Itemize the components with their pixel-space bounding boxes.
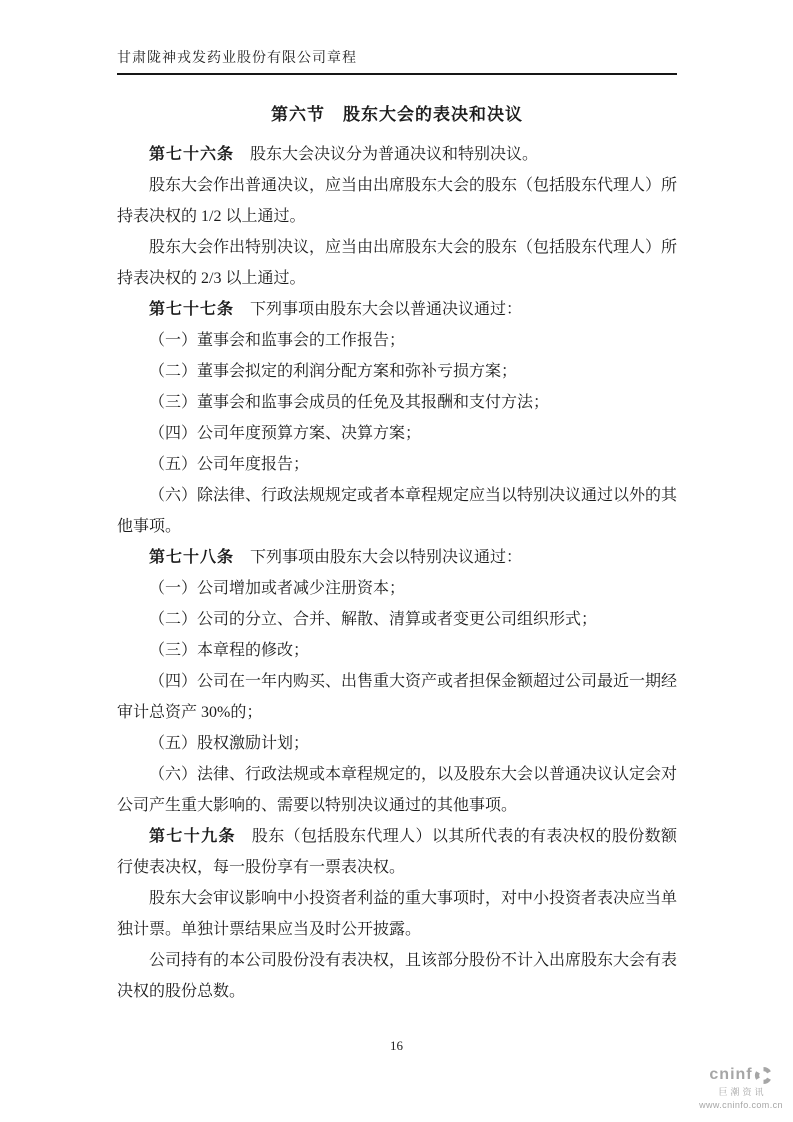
cninfo-chinese-name: 巨潮资讯 [718, 1087, 767, 1097]
list-item [117, 325, 677, 356]
paragraph [117, 232, 677, 294]
list-item [117, 480, 677, 542]
paragraph-text: （二）董事会拟定的利润分配方案和弥补亏损方案； [149, 363, 518, 380]
paragraph-text: （四）公司年度预算方案、决算方案； [149, 425, 422, 442]
paragraph-text: 股东大会决议分为普通决议和特别决议。 [250, 146, 539, 163]
paragraph [117, 945, 677, 1007]
paragraph-text: （一）公司增加或者减少注册资本； [149, 580, 406, 597]
paragraph [117, 542, 677, 573]
paragraph-text: （六）除法律、行政法规规定或者本章程规定应当以特别决议通过以外的其他事项。 [117, 487, 678, 535]
paragraph-text: （五）公司年度报告； [149, 456, 310, 473]
paragraph-text: （二）公司的分立、合并、解散、清算或者变更公司组织形式； [149, 611, 598, 628]
paragraph-text: （三）董事会和监事会成员的任免及其报酬和支付方法； [149, 394, 550, 411]
list-item [117, 573, 677, 604]
list-item [117, 604, 677, 635]
article-number: 第七十九条 [149, 828, 236, 845]
paragraph-text: （六）法律、行政法规或本章程规定的，以及股东大会以普通决议认定会对公司产生重大影响的、需要以特别决议通过的其他事项。 [117, 766, 678, 814]
list-item [117, 387, 677, 418]
article-number: 第七十八条 [149, 549, 235, 566]
running-header: 甘肃陇神戎发药业股份有限公司章程 [117, 47, 677, 75]
paragraph-text: 下列事项由股东大会以普通决议通过： [250, 301, 523, 318]
paragraph-text: 公司持有的本公司股份没有表决权，且该部分股份不计入出席股东大会有表决权的股份总数。 [117, 952, 678, 1000]
cninfo-logo [693, 1066, 789, 1110]
article-number: 第七十六条 [149, 146, 235, 163]
document-body [117, 139, 677, 1007]
list-item [117, 449, 677, 480]
paragraph-text: 股东大会作出特别决议，应当由出席股东大会的股东（包括股东代理人）所持表决权的 2/3 以上通过。 [117, 239, 678, 287]
paragraph-text: （四）公司在一年内购买、出售重大资产或者担保金额超过公司最近一期经审计总资产 30%的； [117, 673, 678, 721]
cninfo-brand-text: cninf [709, 1066, 753, 1083]
cninfo-url: www.cninfo.com.cn [699, 1100, 783, 1110]
list-item [117, 418, 677, 449]
list-item [117, 635, 677, 666]
article-number: 第七十七条 [149, 301, 235, 318]
paragraph [117, 139, 677, 170]
list-item [117, 759, 677, 821]
paragraph-text: 股东（包括股东代理人）以其所代表的有表决权的股份数额行使表决权，每一股份享有一票表决权。 [117, 828, 677, 876]
paragraph [117, 883, 677, 945]
paragraph-text: 股东大会审议影响中小投资者利益的重大事项时，对中小投资者表决应当单独计票。单独计票结果应当及时公开披露。 [117, 890, 678, 938]
paragraph-text: 股东大会作出普通决议，应当由出席股东大会的股东（包括股东代理人）所持表决权的 1/2 以上通过。 [117, 177, 678, 225]
paragraph-text: （三）本章程的修改； [149, 642, 310, 659]
pinwheel-icon [754, 1066, 773, 1085]
paragraph [117, 821, 677, 883]
list-item [117, 356, 677, 387]
page-number: 16 [390, 1038, 403, 1053]
list-item [117, 666, 677, 728]
section-title: 第六节 股东大会的表决和决议 [271, 105, 523, 124]
list-item [117, 728, 677, 759]
paragraph [117, 294, 677, 325]
paragraph [117, 170, 677, 232]
paragraph-text: （五）股权激励计划； [149, 735, 310, 752]
paragraph-text: （一）董事会和监事会的工作报告； [149, 332, 406, 349]
paragraph-text: 下列事项由股东大会以特别决议通过： [250, 549, 523, 566]
